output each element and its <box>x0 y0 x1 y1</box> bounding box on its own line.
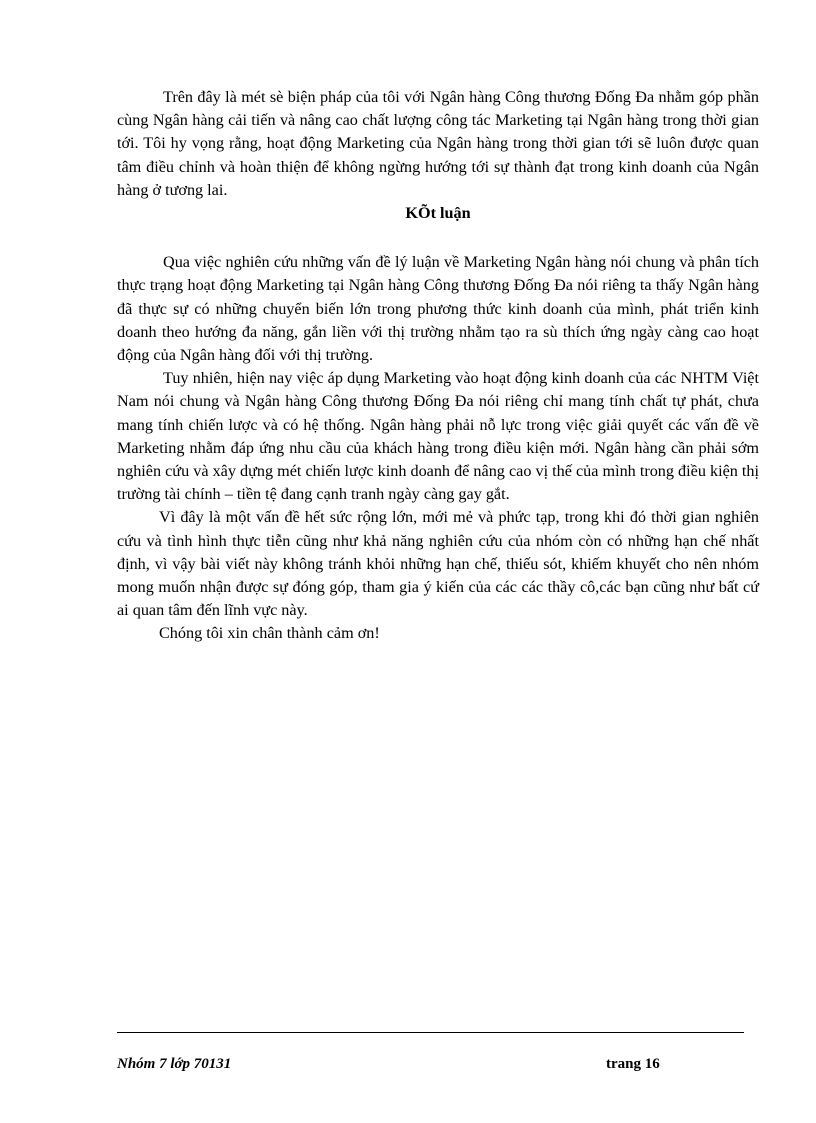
footer-divider <box>117 1032 744 1033</box>
conclusion-heading: KÕt luận <box>405 204 471 223</box>
conclusion-paragraph-3: Vì đây là một vấn đề hết sức rộng lớn, mới mẻ và phức tạp, trong khi đó thời gian nghiên cứu và tình hình thực tiễn cũng như khả năng nghiên cứu của nhóm còn có những hạn chế nhất định, vì vậy bài viết này không tránh khỏi những hạn chế, thiếu sót, khiếm khuyết cho nên nhóm mong muốn nhận được sự đóng góp, tham gia ý kiến của các các thầy cô,các bạn cũng như bất cứ ai quan tâm đến lĩnh vực này. <box>117 508 759 620</box>
footer-group-label: Nhóm 7 lớp 70131 <box>117 1056 232 1072</box>
closing-thanks: Chóng tôi xin chân thành cảm ơn! <box>159 624 380 643</box>
intro-paragraph: Trên đây là mét sè biện pháp của tôi với Ngân hàng Công thương Đống Đa nhằm góp phần cùng Ngân hàng cải tiến và nâng cao chất lượng công tác Marketing tại Ngân hàng trong thời gian tới. Tôi hy vọng rằng, hoạt động Marketing của Ngân hàng trong thời gian tới sẽ luôn được quan tâm điều chỉnh và hoàn thiện để không ngừng hướng tới sự thành đạt trong kinh doanh của Ngân hàng ở tương lai. <box>117 88 759 199</box>
footer-page-number: trang 16 <box>606 1056 660 1072</box>
conclusion-paragraph-1: Qua việc nghiên cứu những vấn đề lý luận về Marketing Ngân hàng nói chung và phân tích thực trạng hoạt động Marketing tại Ngân hàng Công thương Đống Đa nói riêng ta thấy Ngân hàng đã thực sự có những chuyển biến lớn trong phương thức kinh doanh của mình, phát triển kinh doanh theo hướng đa năng, gắn liền với thị trường nhằm tạo ra sù thích ứng ngày càng cao hoạt động của Ngân hàng đối với thị trường. <box>117 253 759 365</box>
page-body <box>117 86 759 646</box>
conclusion-paragraph-2: Tuy nhiên, hiện nay việc áp dụng Marketing vào hoạt động kinh doanh của các NHTM Việt Nam nói chung và Ngân hàng Công thương Đống Đa nói riêng chỉ mang tính chất tự phát, chưa mang tính chiến lược và có hệ thống. Ngân hàng phải nỗ lực trong việc giải quyết các vấn đề về Marketing nhằm đáp ứng nhu cầu của khách hàng trong điều kiện mới. Ngân hàng cần phải sớm nghiên cứu và xây dựng mét chiến lược kinh doanh để nâng cao vị thế của mình trong điều kiện thị trường tài chính – tiền tệ đang cạnh tranh ngày càng gay gắt. <box>117 369 759 504</box>
